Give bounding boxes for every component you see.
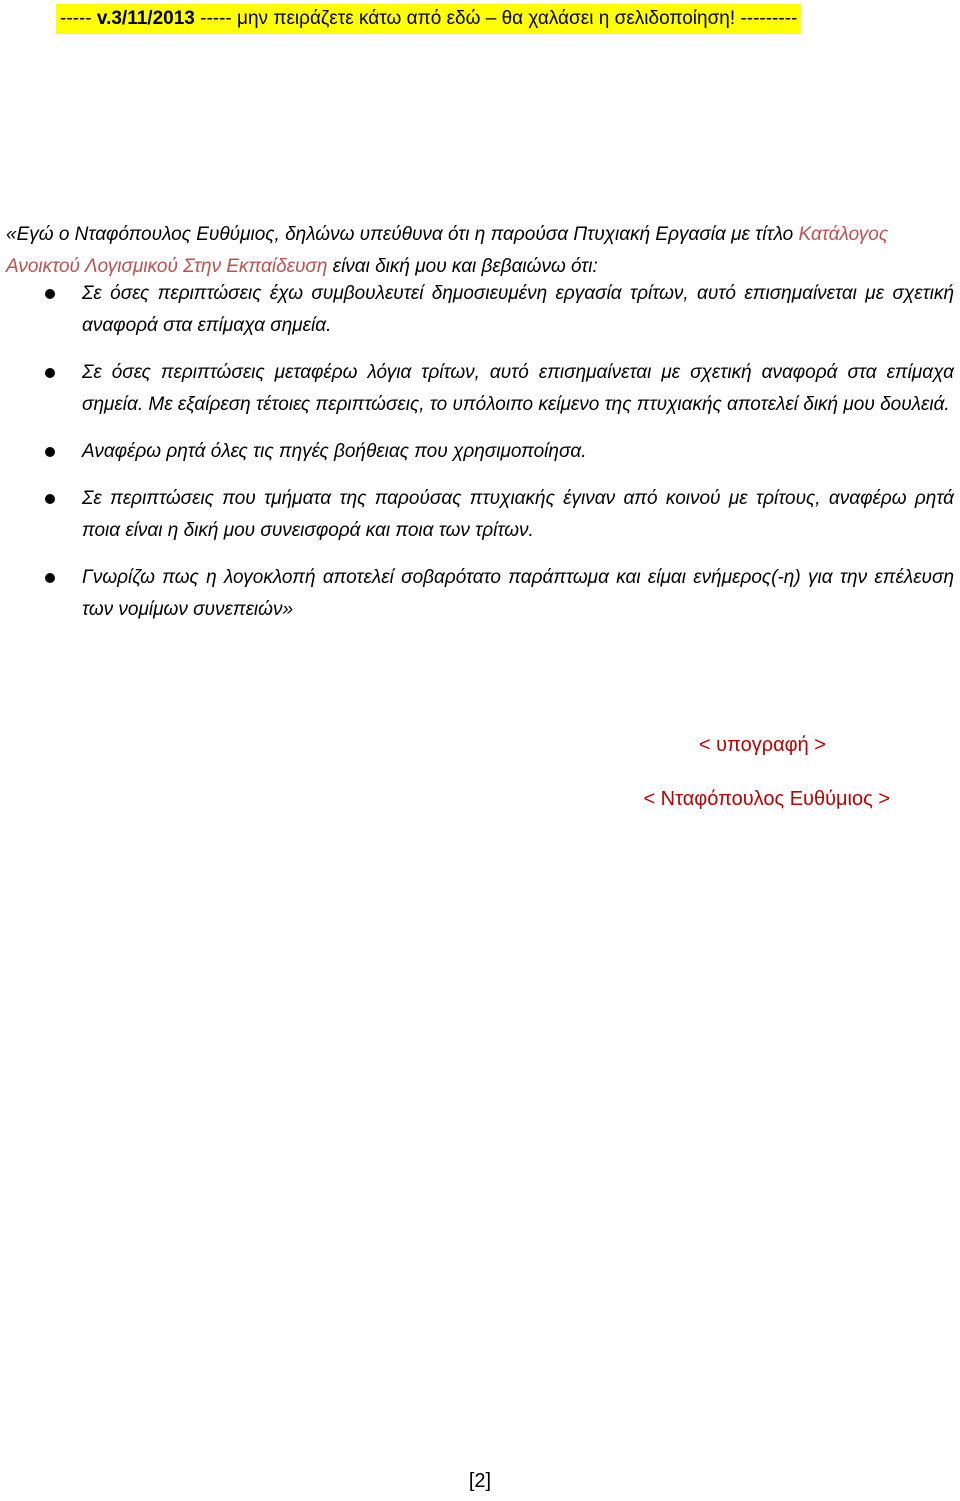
bullet-icon xyxy=(45,494,55,504)
banner-prefix: ----- xyxy=(60,8,97,29)
declaration-bullet-list xyxy=(0,278,960,641)
signatory-name: < Νταφόπουλος Ευθύμιος > xyxy=(643,788,890,810)
list-item-text: Σε όσες περιπτώσεις μεταφέρω λόγια τρίτων, αυτό επισημαίνεται με σχετική αναφορά στα επίμαχα σημεία. Με εξαίρεση τέτοιες περιπτώσεις, το υπόλοιπο κείμενο της πτυχιακής αποτελεί δική μου δουλειά. xyxy=(82,362,954,415)
warning-banner xyxy=(56,4,801,34)
bullet-icon xyxy=(45,573,55,583)
list-item xyxy=(0,357,960,421)
list-item-text: Σε περιπτώσεις που τμήματα της παρούσας πτυχιακής έγιναν από κοινού με τρίτους, αναφέρω ρητά ποια είναι η δική μου συνεισφορά και ποια των τρίτων. xyxy=(82,488,954,541)
banner-text: ----- μην πειράζετε κάτω από εδώ – θα χαλάσει η σελιδοποίηση! --------- xyxy=(194,8,798,29)
list-item-text: Σε όσες περιπτώσεις έχω συμβουλευτεί δημοσιευμένη εργασία τρίτων, αυτό επισημαίνεται με σχετική αναφορά στα επίμαχα σημεία. xyxy=(82,283,954,336)
banner-version: v.3/11/2013 xyxy=(96,8,195,29)
signature-placeholder: < υπογραφή > xyxy=(698,734,826,756)
declaration-intro: «Εγώ ο Νταφόπουλος Ευθύμιος, δηλώνω υπεύθυνα ότι η παρούσα Πτυχιακή Εργασία με τίτλο xyxy=(6,224,799,245)
bullet-icon xyxy=(45,447,55,457)
page-number: [2] xyxy=(468,1470,492,1492)
list-item xyxy=(0,483,960,547)
list-item xyxy=(0,562,960,626)
list-item-text: Γνωρίζω πως η λογοκλοπή αποτελεί σοβαρότατο παράπτωμα και είμαι ενήμερος(-η) για την επέλευση των νομίμων συνεπειών» xyxy=(82,567,954,620)
thesis-title: Κατάλογος Ανοικτού Λογισμικού Στην Εκπαίδευση xyxy=(6,224,889,277)
bullet-icon xyxy=(45,368,55,378)
bullet-icon xyxy=(45,289,55,299)
list-item xyxy=(0,278,960,342)
list-item-text: Αναφέρω ρητά όλες τις πηγές βοήθειας που χρησιμοποίησα. xyxy=(82,441,587,462)
declaration-outro: είναι δική μου και βεβαιώνω ότι: xyxy=(327,256,598,277)
declaration-paragraph xyxy=(6,219,954,283)
list-item xyxy=(0,436,960,468)
